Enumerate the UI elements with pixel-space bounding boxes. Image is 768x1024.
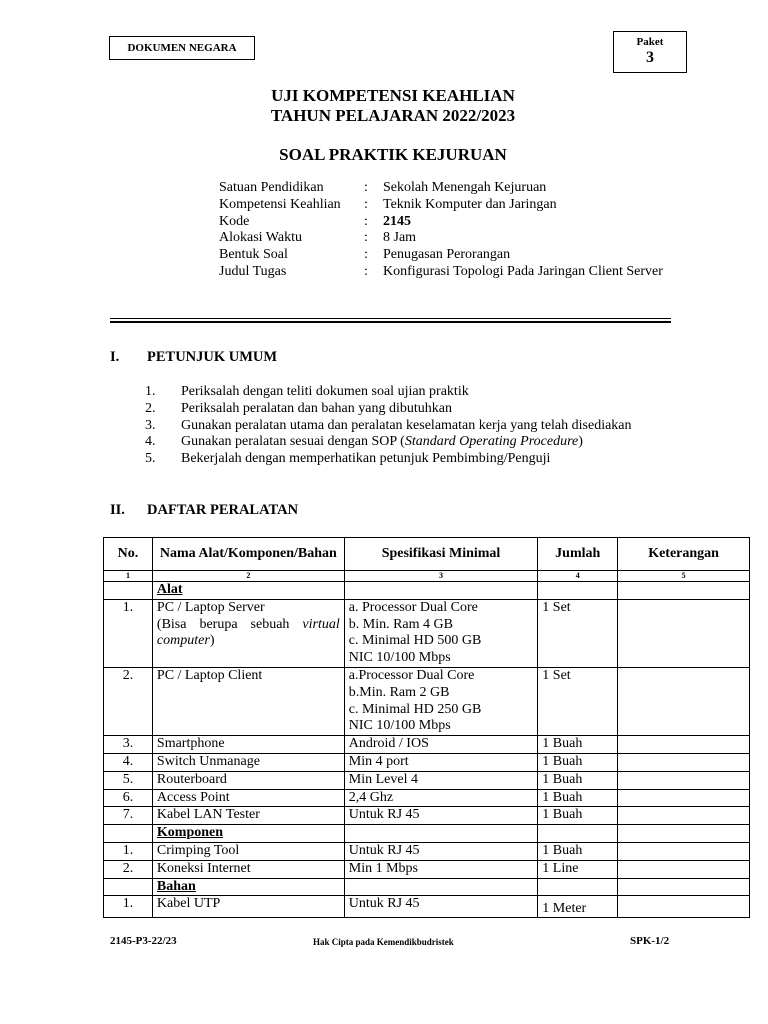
info-colon: : [364, 230, 368, 246]
header-note: Keterangan [618, 538, 750, 571]
list-item [145, 384, 651, 401]
row-note [618, 842, 750, 860]
row-name-note-close: ) [209, 633, 215, 649]
header-no: No. [104, 538, 153, 571]
footer-copyright: Hak Cipta pada Kemendikbudristek [313, 937, 454, 947]
row-qty: 1 Buah [538, 807, 618, 825]
row-qty: 1 Set [538, 667, 618, 735]
list-item-text: Bekerjalah dengan memperhatikan petunjuk Pembimbing/Penguji [181, 451, 551, 467]
info-key: Bentuk Soal [219, 247, 288, 263]
info-colon: : [364, 180, 368, 195]
info-key: Alokasi Waktu [219, 230, 302, 246]
row-name-line: PC / Laptop Server [156, 599, 265, 615]
table-row [104, 807, 750, 825]
row-qty: 1 Buah [538, 736, 618, 754]
table-row [104, 896, 750, 918]
list-item [145, 401, 651, 418]
section-number: II. [110, 502, 125, 518]
row-no: 1. [104, 842, 153, 860]
row-qty: 1 Set [538, 599, 618, 667]
info-row [219, 197, 673, 214]
list-item-text: Periksalah peralatan dan bahan yang dibutuhkan [181, 400, 452, 416]
row-name-note [157, 617, 340, 651]
index-cell: 1 [104, 571, 153, 582]
row-qty: 1 Buah [538, 771, 618, 789]
info-colon: : [364, 247, 368, 263]
row-name: Koneksi Internet [152, 860, 344, 878]
spec-line: NIC 10/100 Mbps [348, 718, 451, 734]
row-no: 3. [104, 736, 153, 754]
info-colon: : [364, 263, 368, 279]
footer-page-number: SPK-1/2 [630, 935, 670, 947]
list-item-text-pre: Gunakan peralatan sesuai dengan SOP ( [181, 434, 405, 450]
row-name: Crimping Tool [152, 842, 344, 860]
row-name-note-italic: virtual computer [156, 616, 340, 649]
section-title: DAFTAR PERALATAN [147, 502, 299, 518]
table-row [104, 667, 750, 735]
row-no: 4. [104, 753, 153, 771]
row-note [618, 599, 750, 667]
table-category-row [104, 582, 750, 600]
category-alat: Alat [152, 582, 344, 600]
row-no: 1. [104, 599, 153, 667]
category-komponen: Komponen [152, 825, 344, 843]
row-spec: 2,4 Ghz [344, 789, 538, 807]
list-item-number: 1. [145, 384, 156, 399]
document-classification-label [109, 36, 255, 60]
info-key: Satuan Pendidikan [219, 180, 324, 195]
row-spec: Untuk RJ 45 [344, 842, 538, 860]
table-row [104, 771, 750, 789]
paket-label: Paket [636, 36, 664, 48]
exam-type-title: SOAL PRAKTIK KEJURUAN [279, 145, 507, 164]
table-row [104, 736, 750, 754]
equipment-table [103, 537, 750, 918]
row-name-note-text: (Bisa berupa sebuah [156, 616, 290, 632]
list-item-number: 4. [145, 434, 156, 450]
list-item-number: 5. [145, 451, 156, 467]
paket-number: 3 [646, 49, 654, 66]
table-row [104, 599, 750, 667]
row-spec: Min 1 Mbps [344, 860, 538, 878]
index-cell: 3 [344, 571, 538, 582]
table-row [104, 789, 750, 807]
info-key: Judul Tugas [219, 263, 287, 279]
row-qty: 1 Buah [538, 789, 618, 807]
exam-info-block [219, 180, 673, 281]
list-item-number: 3. [145, 417, 156, 433]
row-no: 2. [104, 667, 153, 735]
index-cell: 4 [538, 571, 618, 582]
table-row [104, 753, 750, 771]
divider-line [110, 318, 671, 319]
info-value: Konfigurasi Topologi Pada Jaringan Client Server [383, 263, 663, 279]
list-item-text-italic: Standard Operating Procedure [404, 434, 579, 450]
row-spec [344, 599, 538, 667]
row-name: Switch Unmanage [152, 753, 344, 771]
row-note [618, 860, 750, 878]
row-name: Access Point [152, 789, 344, 807]
row-name: Kabel UTP [152, 896, 344, 918]
section-heading-general-instructions [110, 349, 277, 366]
divider-line-thick [110, 321, 671, 323]
spec-line: a. Processor Dual Core [348, 599, 478, 615]
info-value: Penugasan Perorangan [383, 247, 511, 263]
info-row [219, 214, 673, 231]
row-note [618, 771, 750, 789]
spec-line: b.Min. Ram 2 GB [348, 684, 450, 700]
instruction-list [145, 384, 651, 468]
info-value: 8 Jam [383, 230, 417, 246]
list-item [145, 451, 651, 468]
info-key: Kompetensi Keahlian [219, 196, 341, 212]
spec-line: c. Minimal HD 250 GB [348, 701, 482, 717]
row-no: 2. [104, 860, 153, 878]
row-spec: Untuk RJ 45 [344, 807, 538, 825]
table-header-row [104, 538, 750, 571]
footer-doc-code: 2145-P3-22/23 [110, 935, 177, 947]
row-qty: 1 Line [538, 860, 618, 878]
row-spec: Min Level 4 [344, 771, 538, 789]
section-number: I. [110, 349, 120, 365]
info-value-code: 2145 [383, 213, 411, 229]
info-row [219, 180, 673, 197]
list-item-text [181, 434, 651, 451]
row-note [618, 896, 750, 918]
header-spec: Spesifikasi Minimal [344, 538, 538, 571]
info-value: Sekolah Menengah Kejuruan [383, 180, 547, 195]
info-row [219, 230, 673, 247]
school-year-title: TAHUN PELAJARAN 2022/2023 [270, 106, 516, 125]
row-spec: Min 4 port [344, 753, 538, 771]
paket-box [613, 31, 687, 73]
main-title: UJI KOMPETENSI KEAHLIAN [271, 86, 515, 105]
row-name: Smartphone [152, 736, 344, 754]
row-no: 5. [104, 771, 153, 789]
row-qty: 1 Buah [538, 753, 618, 771]
row-spec: Untuk RJ 45 [344, 896, 538, 918]
spec-line: c. Minimal HD 500 GB [348, 633, 482, 649]
list-item-text: Gunakan peralatan utama dan peralatan keselamatan kerja yang telah disediakan [181, 417, 632, 433]
section-heading-equipment-list [110, 502, 298, 519]
table-category-row [104, 825, 750, 843]
list-item [145, 418, 651, 435]
row-no: 1. [104, 896, 153, 918]
table-row [104, 842, 750, 860]
table-category-row [104, 878, 750, 896]
list-item-text-post: ) [578, 434, 583, 450]
list-item-text: Periksalah dengan teliti dokumen soal ujian praktik [181, 384, 469, 399]
info-key: Kode [219, 213, 250, 229]
info-colon: : [364, 196, 368, 212]
row-qty: 1 Buah [538, 842, 618, 860]
row-name: PC / Laptop Client [152, 667, 344, 735]
section-title: PETUNJUK UMUM [147, 349, 278, 365]
info-colon: : [364, 213, 368, 229]
spec-line: NIC 10/100 Mbps [348, 650, 451, 666]
row-note [618, 667, 750, 735]
spec-line: a.Processor Dual Core [348, 667, 475, 683]
row-no: 7. [104, 807, 153, 825]
list-item-number: 2. [145, 400, 156, 416]
row-name [152, 599, 344, 667]
index-cell: 2 [152, 571, 344, 582]
row-spec: Android / IOS [344, 736, 538, 754]
row-note [618, 789, 750, 807]
header-name: Nama Alat/Komponen/Bahan [152, 538, 344, 571]
doc-label-text: DOKUMEN NEGARA [127, 42, 237, 54]
row-note [618, 753, 750, 771]
index-cell: 5 [618, 571, 750, 582]
info-row [219, 247, 673, 264]
info-value: Teknik Komputer dan Jaringan [383, 196, 557, 212]
spec-line: b. Min. Ram 4 GB [348, 616, 453, 632]
info-row [219, 264, 673, 281]
row-no: 6. [104, 789, 153, 807]
row-qty: 1 Meter [538, 896, 618, 918]
header-qty: Jumlah [538, 538, 618, 571]
table-index-row [104, 571, 750, 582]
row-spec [344, 667, 538, 735]
list-item [145, 434, 651, 451]
table-row [104, 860, 750, 878]
row-note [618, 736, 750, 754]
row-name: Kabel LAN Tester [152, 807, 344, 825]
row-name: Routerboard [152, 771, 344, 789]
category-bahan: Bahan [152, 878, 344, 896]
row-note [618, 807, 750, 825]
